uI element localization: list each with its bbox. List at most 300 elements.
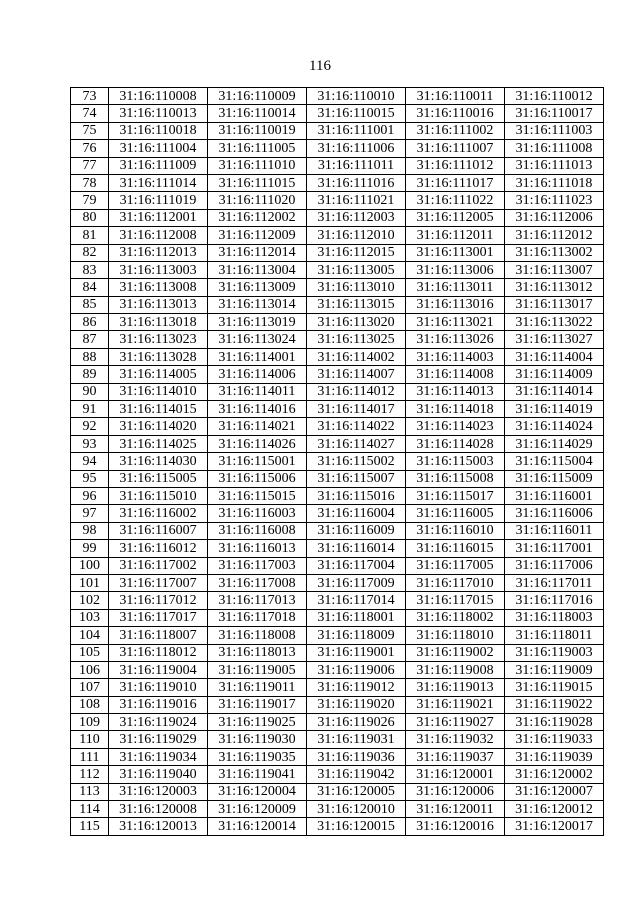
cadastral-number-cell: 31:16:117002 bbox=[109, 557, 208, 574]
cadastral-number-cell: 31:16:111018 bbox=[505, 174, 604, 191]
cadastral-number-cell: 31:16:113017 bbox=[505, 296, 604, 313]
cadastral-number-cell: 31:16:116011 bbox=[505, 522, 604, 539]
cadastral-number-cell: 31:16:119002 bbox=[406, 644, 505, 661]
cadastral-number-cell: 31:16:111006 bbox=[307, 140, 406, 157]
row-number-cell: 103 bbox=[71, 609, 109, 626]
cadastral-number-cell: 31:16:119011 bbox=[208, 679, 307, 696]
table-row bbox=[71, 731, 604, 748]
row-number-cell: 89 bbox=[71, 366, 109, 383]
cadastral-number-cell: 31:16:113012 bbox=[505, 279, 604, 296]
table-row bbox=[71, 783, 604, 800]
row-number-cell: 94 bbox=[71, 453, 109, 470]
cadastral-number-cell: 31:16:114023 bbox=[406, 418, 505, 435]
cadastral-number-cell: 31:16:113028 bbox=[109, 348, 208, 365]
cadastral-number-cell: 31:16:117008 bbox=[208, 574, 307, 591]
cadastral-number-cell: 31:16:117011 bbox=[505, 574, 604, 591]
cadastral-number-cell: 31:16:119003 bbox=[505, 644, 604, 661]
row-number-cell: 115 bbox=[71, 818, 109, 835]
cadastral-number-cell: 31:16:113026 bbox=[406, 331, 505, 348]
cadastral-number-cell: 31:16:112003 bbox=[307, 209, 406, 226]
cadastral-number-cell: 31:16:119005 bbox=[208, 661, 307, 678]
cadastral-number-cell: 31:16:112010 bbox=[307, 227, 406, 244]
cadastral-number-cell: 31:16:116006 bbox=[505, 505, 604, 522]
cadastral-number-cell: 31:16:118009 bbox=[307, 627, 406, 644]
cadastral-number-cell: 31:16:110019 bbox=[208, 122, 307, 139]
cadastral-number-cell: 31:16:114020 bbox=[109, 418, 208, 435]
table-row bbox=[71, 592, 604, 609]
cadastral-number-cell: 31:16:119028 bbox=[505, 714, 604, 731]
cadastral-number-cell: 31:16:119010 bbox=[109, 679, 208, 696]
table-row bbox=[71, 470, 604, 487]
cadastral-number-cell: 31:16:114008 bbox=[406, 366, 505, 383]
cadastral-number-table bbox=[70, 87, 604, 836]
cadastral-number-cell: 31:16:120003 bbox=[109, 783, 208, 800]
cadastral-number-cell: 31:16:120017 bbox=[505, 818, 604, 835]
row-number-cell: 83 bbox=[71, 261, 109, 278]
cadastral-number-cell: 31:16:115001 bbox=[208, 453, 307, 470]
cadastral-number-cell: 31:16:114004 bbox=[505, 348, 604, 365]
cadastral-number-cell: 31:16:116008 bbox=[208, 522, 307, 539]
cadastral-number-cell: 31:16:115015 bbox=[208, 487, 307, 504]
cadastral-number-cell: 31:16:117016 bbox=[505, 592, 604, 609]
table-row bbox=[71, 366, 604, 383]
cadastral-number-cell: 31:16:113016 bbox=[406, 296, 505, 313]
table-row bbox=[71, 679, 604, 696]
cadastral-number-cell: 31:16:113007 bbox=[505, 261, 604, 278]
cadastral-number-cell: 31:16:114011 bbox=[208, 383, 307, 400]
cadastral-number-cell: 31:16:114014 bbox=[505, 383, 604, 400]
cadastral-number-cell: 31:16:112015 bbox=[307, 244, 406, 261]
table-row bbox=[71, 748, 604, 765]
cadastral-number-cell: 31:16:115006 bbox=[208, 470, 307, 487]
cadastral-number-cell: 31:16:113006 bbox=[406, 261, 505, 278]
cadastral-number-cell: 31:16:114018 bbox=[406, 401, 505, 418]
cadastral-number-cell: 31:16:115007 bbox=[307, 470, 406, 487]
cadastral-number-cell: 31:16:114001 bbox=[208, 348, 307, 365]
cadastral-number-cell: 31:16:119040 bbox=[109, 766, 208, 783]
cadastral-number-cell: 31:16:110016 bbox=[406, 105, 505, 122]
cadastral-number-cell: 31:16:112013 bbox=[109, 244, 208, 261]
cadastral-number-cell: 31:16:111019 bbox=[109, 192, 208, 209]
cadastral-number-cell: 31:16:114005 bbox=[109, 366, 208, 383]
table-row bbox=[71, 801, 604, 818]
cadastral-number-cell: 31:16:115009 bbox=[505, 470, 604, 487]
cadastral-number-cell: 31:16:119030 bbox=[208, 731, 307, 748]
cadastral-number-cell: 31:16:111008 bbox=[505, 140, 604, 157]
cadastral-number-cell: 31:16:112014 bbox=[208, 244, 307, 261]
cadastral-number-cell: 31:16:116003 bbox=[208, 505, 307, 522]
cadastral-number-cell: 31:16:112011 bbox=[406, 227, 505, 244]
row-number-cell: 99 bbox=[71, 540, 109, 557]
cadastral-number-cell: 31:16:113004 bbox=[208, 261, 307, 278]
table-row bbox=[71, 331, 604, 348]
row-number-cell: 93 bbox=[71, 435, 109, 452]
cadastral-number-cell: 31:16:117015 bbox=[406, 592, 505, 609]
row-number-cell: 88 bbox=[71, 348, 109, 365]
cadastral-number-cell: 31:16:119035 bbox=[208, 748, 307, 765]
cadastral-number-cell: 31:16:113024 bbox=[208, 331, 307, 348]
cadastral-number-cell: 31:16:111016 bbox=[307, 174, 406, 191]
cadastral-number-cell: 31:16:112009 bbox=[208, 227, 307, 244]
cadastral-number-cell: 31:16:119008 bbox=[406, 661, 505, 678]
row-number-cell: 85 bbox=[71, 296, 109, 313]
cadastral-number-cell: 31:16:117018 bbox=[208, 609, 307, 626]
cadastral-number-cell: 31:16:119022 bbox=[505, 696, 604, 713]
cadastral-number-cell: 31:16:119042 bbox=[307, 766, 406, 783]
row-number-cell: 74 bbox=[71, 105, 109, 122]
cadastral-number-cell: 31:16:117014 bbox=[307, 592, 406, 609]
cadastral-number-cell: 31:16:114016 bbox=[208, 401, 307, 418]
row-number-cell: 111 bbox=[71, 748, 109, 765]
cadastral-number-cell: 31:16:113001 bbox=[406, 244, 505, 261]
cadastral-number-cell: 31:16:118010 bbox=[406, 627, 505, 644]
table-row bbox=[71, 714, 604, 731]
cadastral-number-cell: 31:16:113014 bbox=[208, 296, 307, 313]
cadastral-number-cell: 31:16:113010 bbox=[307, 279, 406, 296]
row-number-cell: 82 bbox=[71, 244, 109, 261]
cadastral-number-cell: 31:16:117001 bbox=[505, 540, 604, 557]
row-number-cell: 78 bbox=[71, 174, 109, 191]
page-number: 116 bbox=[309, 58, 331, 74]
table-row bbox=[71, 227, 604, 244]
cadastral-number-cell: 31:16:115005 bbox=[109, 470, 208, 487]
table-row bbox=[71, 174, 604, 191]
cadastral-number-cell: 31:16:119036 bbox=[307, 748, 406, 765]
table-row bbox=[71, 314, 604, 331]
cadastral-number-cell: 31:16:116004 bbox=[307, 505, 406, 522]
cadastral-number-cell: 31:16:113011 bbox=[406, 279, 505, 296]
cadastral-number-cell: 31:16:119032 bbox=[406, 731, 505, 748]
cadastral-number-cell: 31:16:117006 bbox=[505, 557, 604, 574]
row-number-cell: 90 bbox=[71, 383, 109, 400]
row-number-cell: 87 bbox=[71, 331, 109, 348]
row-number-cell: 73 bbox=[71, 88, 109, 105]
cadastral-number-cell: 31:16:110017 bbox=[505, 105, 604, 122]
cadastral-number-cell: 31:16:111023 bbox=[505, 192, 604, 209]
row-number-cell: 107 bbox=[71, 679, 109, 696]
row-number-cell: 84 bbox=[71, 279, 109, 296]
cadastral-number-cell: 31:16:119012 bbox=[307, 679, 406, 696]
table-row bbox=[71, 105, 604, 122]
cadastral-number-cell: 31:16:119020 bbox=[307, 696, 406, 713]
cadastral-number-cell: 31:16:115008 bbox=[406, 470, 505, 487]
cadastral-number-cell: 31:16:120006 bbox=[406, 783, 505, 800]
cadastral-number-cell: 31:16:117017 bbox=[109, 609, 208, 626]
row-number-cell: 77 bbox=[71, 157, 109, 174]
cadastral-number-cell: 31:16:118007 bbox=[109, 627, 208, 644]
cadastral-number-cell: 31:16:114012 bbox=[307, 383, 406, 400]
cadastral-number-cell: 31:16:119004 bbox=[109, 661, 208, 678]
table-row bbox=[71, 540, 604, 557]
table-row bbox=[71, 279, 604, 296]
cadastral-number-cell: 31:16:113020 bbox=[307, 314, 406, 331]
cadastral-number-cell: 31:16:110011 bbox=[406, 88, 505, 105]
cadastral-number-cell: 31:16:119001 bbox=[307, 644, 406, 661]
cadastral-number-cell: 31:16:110015 bbox=[307, 105, 406, 122]
cadastral-number-cell: 31:16:120011 bbox=[406, 801, 505, 818]
cadastral-number-cell: 31:16:119021 bbox=[406, 696, 505, 713]
table-row bbox=[71, 627, 604, 644]
cadastral-number-cell: 31:16:116002 bbox=[109, 505, 208, 522]
cadastral-number-cell: 31:16:115016 bbox=[307, 487, 406, 504]
cadastral-number-cell: 31:16:114015 bbox=[109, 401, 208, 418]
row-number-cell: 75 bbox=[71, 122, 109, 139]
table-row bbox=[71, 696, 604, 713]
cadastral-number-cell: 31:16:119013 bbox=[406, 679, 505, 696]
cadastral-number-cell: 31:16:119037 bbox=[406, 748, 505, 765]
cadastral-number-cell: 31:16:118012 bbox=[109, 644, 208, 661]
cadastral-number-cell: 31:16:120010 bbox=[307, 801, 406, 818]
table-row bbox=[71, 261, 604, 278]
cadastral-number-cell: 31:16:120009 bbox=[208, 801, 307, 818]
cadastral-number-cell: 31:16:113009 bbox=[208, 279, 307, 296]
table-row bbox=[71, 505, 604, 522]
cadastral-number-cell: 31:16:114027 bbox=[307, 435, 406, 452]
cadastral-number-cell: 31:16:111014 bbox=[109, 174, 208, 191]
row-number-cell: 80 bbox=[71, 209, 109, 226]
table-row bbox=[71, 557, 604, 574]
cadastral-number-cell: 31:16:111003 bbox=[505, 122, 604, 139]
row-number-cell: 105 bbox=[71, 644, 109, 661]
cadastral-number-cell: 31:16:119006 bbox=[307, 661, 406, 678]
cadastral-number-cell: 31:16:118001 bbox=[307, 609, 406, 626]
cadastral-number-cell: 31:16:119031 bbox=[307, 731, 406, 748]
cadastral-number-cell: 31:16:111021 bbox=[307, 192, 406, 209]
cadastral-number-cell: 31:16:113005 bbox=[307, 261, 406, 278]
cadastral-number-cell: 31:16:118013 bbox=[208, 644, 307, 661]
cadastral-number-cell: 31:16:118011 bbox=[505, 627, 604, 644]
cadastral-number-cell: 31:16:117010 bbox=[406, 574, 505, 591]
cadastral-number-cell: 31:16:116005 bbox=[406, 505, 505, 522]
row-number-cell: 95 bbox=[71, 470, 109, 487]
cadastral-number-cell: 31:16:113023 bbox=[109, 331, 208, 348]
table-row bbox=[71, 157, 604, 174]
cadastral-number-cell: 31:16:119027 bbox=[406, 714, 505, 731]
cadastral-number-cell: 31:16:116007 bbox=[109, 522, 208, 539]
cadastral-number-cell: 31:16:113003 bbox=[109, 261, 208, 278]
cadastral-number-cell: 31:16:113002 bbox=[505, 244, 604, 261]
cadastral-number-cell: 31:16:117004 bbox=[307, 557, 406, 574]
row-number-cell: 91 bbox=[71, 401, 109, 418]
cadastral-number-cell: 31:16:119015 bbox=[505, 679, 604, 696]
row-number-cell: 109 bbox=[71, 714, 109, 731]
cadastral-number-cell: 31:16:110010 bbox=[307, 88, 406, 105]
cadastral-number-cell: 31:16:114029 bbox=[505, 435, 604, 452]
cadastral-number-cell: 31:16:112002 bbox=[208, 209, 307, 226]
cadastral-number-cell: 31:16:115003 bbox=[406, 453, 505, 470]
row-number-cell: 98 bbox=[71, 522, 109, 539]
cadastral-number-cell: 31:16:111001 bbox=[307, 122, 406, 139]
cadastral-number-cell: 31:16:118003 bbox=[505, 609, 604, 626]
cadastral-number-cell: 31:16:119033 bbox=[505, 731, 604, 748]
cadastral-number-cell: 31:16:114022 bbox=[307, 418, 406, 435]
cadastral-number-cell: 31:16:120001 bbox=[406, 766, 505, 783]
cadastral-number-cell: 31:16:114028 bbox=[406, 435, 505, 452]
cadastral-number-cell: 31:16:118008 bbox=[208, 627, 307, 644]
cadastral-number-cell: 31:16:119017 bbox=[208, 696, 307, 713]
table-row bbox=[71, 522, 604, 539]
row-number-cell: 92 bbox=[71, 418, 109, 435]
cadastral-number-cell: 31:16:113019 bbox=[208, 314, 307, 331]
table-row bbox=[71, 140, 604, 157]
cadastral-number-cell: 31:16:120014 bbox=[208, 818, 307, 835]
table-row bbox=[71, 418, 604, 435]
cadastral-number-cell: 31:16:113015 bbox=[307, 296, 406, 313]
table-body bbox=[71, 88, 604, 836]
cadastral-number-cell: 31:16:114025 bbox=[109, 435, 208, 452]
cadastral-number-cell: 31:16:110009 bbox=[208, 88, 307, 105]
cadastral-number-cell: 31:16:118002 bbox=[406, 609, 505, 626]
cadastral-number-cell: 31:16:114013 bbox=[406, 383, 505, 400]
row-number-cell: 96 bbox=[71, 487, 109, 504]
cadastral-number-cell: 31:16:120013 bbox=[109, 818, 208, 835]
cadastral-number-cell: 31:16:120012 bbox=[505, 801, 604, 818]
cadastral-number-cell: 31:16:120007 bbox=[505, 783, 604, 800]
table-row bbox=[71, 487, 604, 504]
cadastral-number-cell: 31:16:116009 bbox=[307, 522, 406, 539]
cadastral-number-cell: 31:16:111005 bbox=[208, 140, 307, 157]
cadastral-number-cell: 31:16:116015 bbox=[406, 540, 505, 557]
cadastral-number-cell: 31:16:110013 bbox=[109, 105, 208, 122]
table-row bbox=[71, 88, 604, 105]
cadastral-number-cell: 31:16:114010 bbox=[109, 383, 208, 400]
cadastral-number-cell: 31:16:117013 bbox=[208, 592, 307, 609]
cadastral-number-cell: 31:16:120016 bbox=[406, 818, 505, 835]
row-number-cell: 81 bbox=[71, 227, 109, 244]
table-row bbox=[71, 766, 604, 783]
cadastral-number-cell: 31:16:119016 bbox=[109, 696, 208, 713]
cadastral-number-cell: 31:16:116012 bbox=[109, 540, 208, 557]
table-row bbox=[71, 644, 604, 661]
cadastral-number-cell: 31:16:112001 bbox=[109, 209, 208, 226]
cadastral-number-cell: 31:16:120005 bbox=[307, 783, 406, 800]
table-row bbox=[71, 244, 604, 261]
cadastral-number-cell: 31:16:111020 bbox=[208, 192, 307, 209]
row-number-cell: 86 bbox=[71, 314, 109, 331]
cadastral-number-cell: 31:16:110012 bbox=[505, 88, 604, 105]
cadastral-number-cell: 31:16:119041 bbox=[208, 766, 307, 783]
cadastral-number-cell: 31:16:116010 bbox=[406, 522, 505, 539]
cadastral-number-cell: 31:16:112012 bbox=[505, 227, 604, 244]
row-number-cell: 106 bbox=[71, 661, 109, 678]
cadastral-number-cell: 31:16:111011 bbox=[307, 157, 406, 174]
cadastral-number-cell: 31:16:119025 bbox=[208, 714, 307, 731]
cadastral-number-cell: 31:16:117007 bbox=[109, 574, 208, 591]
cadastral-number-cell: 31:16:114021 bbox=[208, 418, 307, 435]
cadastral-number-cell: 31:16:110018 bbox=[109, 122, 208, 139]
cadastral-number-cell: 31:16:115002 bbox=[307, 453, 406, 470]
table-row bbox=[71, 348, 604, 365]
row-number-cell: 114 bbox=[71, 801, 109, 818]
cadastral-number-cell: 31:16:120008 bbox=[109, 801, 208, 818]
cadastral-number-cell: 31:16:117005 bbox=[406, 557, 505, 574]
table-row bbox=[71, 209, 604, 226]
row-number-cell: 100 bbox=[71, 557, 109, 574]
cadastral-number-cell: 31:16:114007 bbox=[307, 366, 406, 383]
cadastral-number-cell: 31:16:111009 bbox=[109, 157, 208, 174]
table-row bbox=[71, 192, 604, 209]
cadastral-number-cell: 31:16:116001 bbox=[505, 487, 604, 504]
cadastral-number-cell: 31:16:117012 bbox=[109, 592, 208, 609]
table-row bbox=[71, 401, 604, 418]
row-number-cell: 97 bbox=[71, 505, 109, 522]
cadastral-number-cell: 31:16:120015 bbox=[307, 818, 406, 835]
table-row bbox=[71, 609, 604, 626]
cadastral-number-cell: 31:16:111010 bbox=[208, 157, 307, 174]
cadastral-number-cell: 31:16:119024 bbox=[109, 714, 208, 731]
cadastral-number-cell: 31:16:114009 bbox=[505, 366, 604, 383]
cadastral-number-cell: 31:16:117009 bbox=[307, 574, 406, 591]
cadastral-number-cell: 31:16:113018 bbox=[109, 314, 208, 331]
cadastral-number-cell: 31:16:115010 bbox=[109, 487, 208, 504]
cadastral-number-cell: 31:16:111004 bbox=[109, 140, 208, 157]
cadastral-number-cell: 31:16:111007 bbox=[406, 140, 505, 157]
row-number-cell: 104 bbox=[71, 627, 109, 644]
cadastral-number-cell: 31:16:114024 bbox=[505, 418, 604, 435]
table-row bbox=[71, 574, 604, 591]
table-row bbox=[71, 453, 604, 470]
cadastral-number-cell: 31:16:120004 bbox=[208, 783, 307, 800]
row-number-cell: 108 bbox=[71, 696, 109, 713]
cadastral-number-cell: 31:16:113021 bbox=[406, 314, 505, 331]
cadastral-number-cell: 31:16:112006 bbox=[505, 209, 604, 226]
cadastral-number-cell: 31:16:115004 bbox=[505, 453, 604, 470]
row-number-cell: 110 bbox=[71, 731, 109, 748]
row-number-cell: 76 bbox=[71, 140, 109, 157]
cadastral-number-cell: 31:16:117003 bbox=[208, 557, 307, 574]
cadastral-number-cell: 31:16:114002 bbox=[307, 348, 406, 365]
table-row bbox=[71, 122, 604, 139]
cadastral-number-cell: 31:16:113022 bbox=[505, 314, 604, 331]
cadastral-number-cell: 31:16:113008 bbox=[109, 279, 208, 296]
cadastral-number-cell: 31:16:114026 bbox=[208, 435, 307, 452]
cadastral-number-cell: 31:16:111012 bbox=[406, 157, 505, 174]
row-number-cell: 79 bbox=[71, 192, 109, 209]
cadastral-number-cell: 31:16:110014 bbox=[208, 105, 307, 122]
cadastral-number-cell: 31:16:120002 bbox=[505, 766, 604, 783]
cadastral-number-cell: 31:16:110008 bbox=[109, 88, 208, 105]
cadastral-number-cell: 31:16:113013 bbox=[109, 296, 208, 313]
row-number-cell: 102 bbox=[71, 592, 109, 609]
cadastral-number-cell: 31:16:112005 bbox=[406, 209, 505, 226]
cadastral-number-cell: 31:16:111017 bbox=[406, 174, 505, 191]
cadastral-number-cell: 31:16:119039 bbox=[505, 748, 604, 765]
cadastral-number-cell: 31:16:114019 bbox=[505, 401, 604, 418]
table-row bbox=[71, 818, 604, 835]
table-row bbox=[71, 661, 604, 678]
cadastral-number-cell: 31:16:119026 bbox=[307, 714, 406, 731]
cadastral-number-cell: 31:16:119009 bbox=[505, 661, 604, 678]
cadastral-number-cell: 31:16:116014 bbox=[307, 540, 406, 557]
cadastral-number-cell: 31:16:119029 bbox=[109, 731, 208, 748]
table-row bbox=[71, 383, 604, 400]
cadastral-number-cell: 31:16:111015 bbox=[208, 174, 307, 191]
table-row bbox=[71, 296, 604, 313]
cadastral-number-cell: 31:16:113025 bbox=[307, 331, 406, 348]
cadastral-number-cell: 31:16:114030 bbox=[109, 453, 208, 470]
table-row bbox=[71, 435, 604, 452]
row-number-cell: 113 bbox=[71, 783, 109, 800]
cadastral-number-cell: 31:16:113027 bbox=[505, 331, 604, 348]
cadastral-number-cell: 31:16:114003 bbox=[406, 348, 505, 365]
cadastral-number-cell: 31:16:112008 bbox=[109, 227, 208, 244]
cadastral-number-cell: 31:16:111013 bbox=[505, 157, 604, 174]
cadastral-number-cell: 31:16:114017 bbox=[307, 401, 406, 418]
cadastral-number-cell: 31:16:111022 bbox=[406, 192, 505, 209]
cadastral-number-cell: 31:16:119034 bbox=[109, 748, 208, 765]
cadastral-number-cell: 31:16:115017 bbox=[406, 487, 505, 504]
cadastral-number-cell: 31:16:116013 bbox=[208, 540, 307, 557]
